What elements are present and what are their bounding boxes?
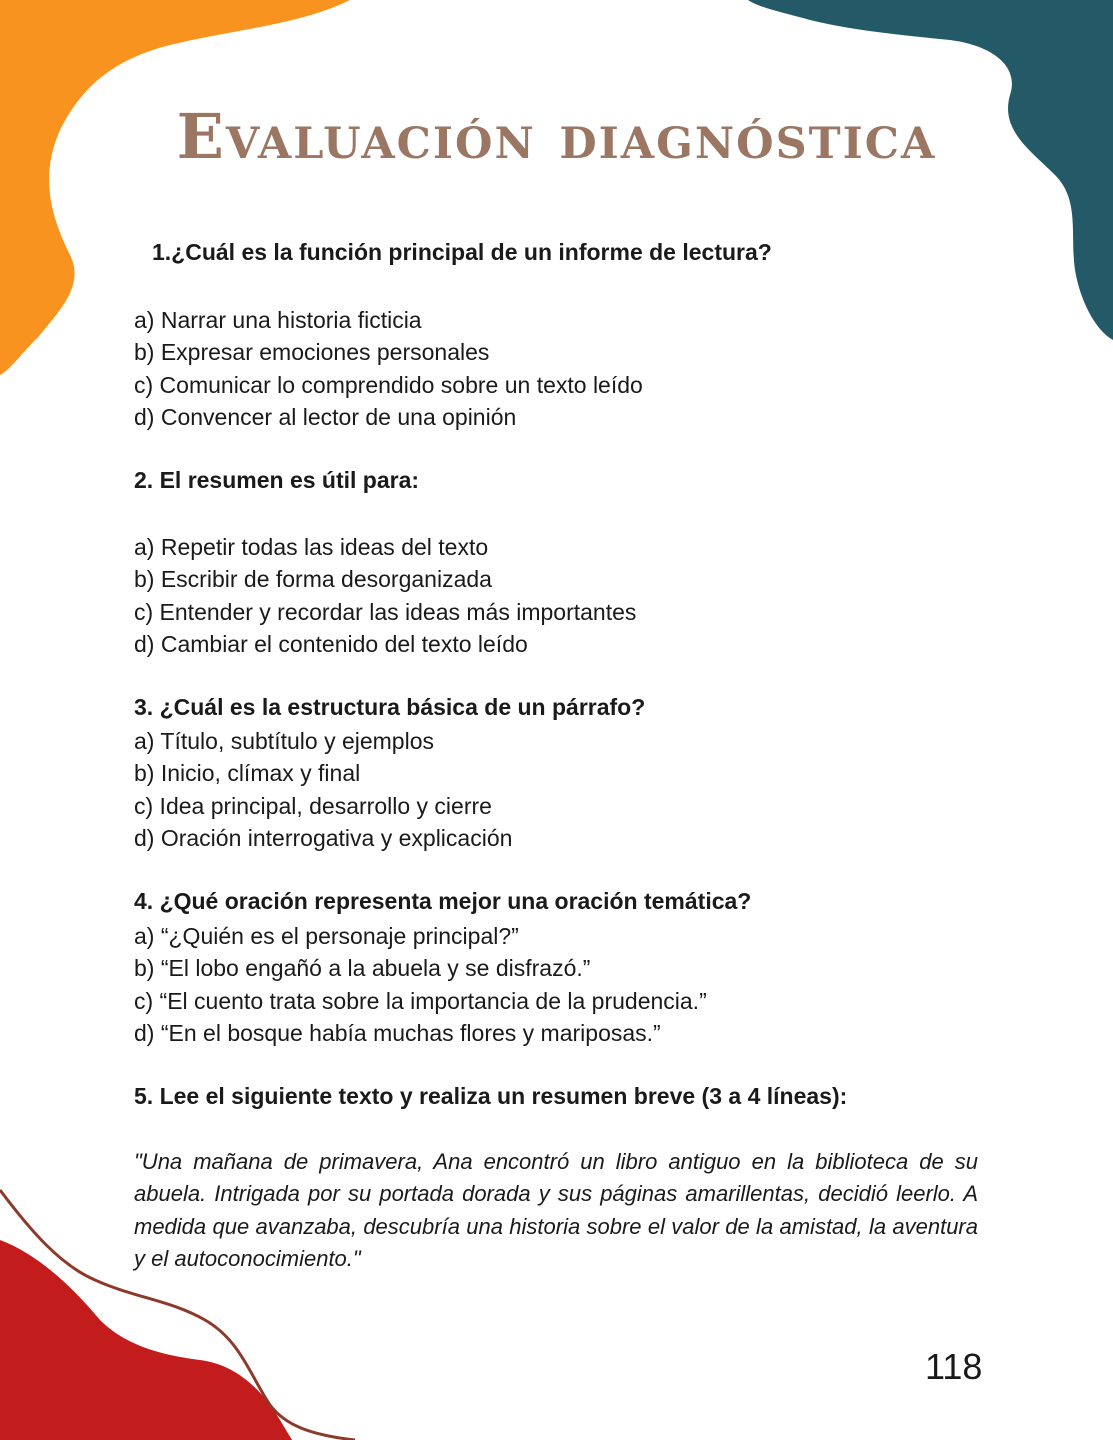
option-item: d) Convencer al lector de una opinión [134,404,517,431]
option-item: d) Oración interrogativa y explicación [134,825,513,852]
question-4-options [134,920,707,1050]
option-item: b) “El lobo engañó a la abuela y se disfrazó.” [134,955,591,982]
option-item: c) “El cuento trata sobre la importancia de la prudencia.” [134,987,707,1014]
option-item: a) Narrar una historia ficticia [134,307,422,333]
question-3-label: 3. ¿Cuál es la estructura básica de un párrafo? [134,694,646,720]
question-3-options [134,725,512,855]
question-1-options [134,304,643,434]
question-4-label: 4. ¿Qué oración representa mejor una oración temática? [134,888,752,914]
option-item: d) Cambiar el contenido del texto leído [134,631,528,658]
option-item: b) Expresar emociones personales [134,339,490,366]
question-2-label: 2. El resumen es útil para: [134,467,420,493]
option-item: b) Escribir de forma desorganizada [134,566,492,593]
page-number: 118 [925,1346,983,1387]
option-item: c) Comunicar lo comprendido sobre un texto leído [134,371,643,398]
question-2-options [134,531,636,661]
question-5-label: 5. Lee el siguiente texto y realiza un resumen breve (3 a 4 líneas): [134,1083,848,1109]
option-item: a) “¿Quién es el personaje principal?” [134,923,519,949]
question-1-label: 1.¿Cuál es la función principal de un informe de lectura? [152,239,772,265]
option-item: a) Título, subtítulo y ejemplos [134,728,434,754]
option-item: c) Idea principal, desarrollo y cierre [134,792,492,819]
option-item: b) Inicio, clímax y final [134,760,361,787]
option-item: d) “En el bosque había muchas flores y mariposas.” [134,1020,661,1047]
page-title: Evaluación diagnóstica [176,100,937,173]
reading-passage: "Una mañana de primavera, Ana encontró un libro antiguo en la biblioteca de su abuela. Intrigada por su portada dorada y sus páginas amarillentas, decidió leerlo. A medida que avanzaba, descubría una historia sobre el valor de la amistad, la aventura y el autoconocimiento." [134,1149,978,1272]
option-item: c) Entender y recordar las ideas más importantes [134,598,637,625]
option-item: a) Repetir todas las ideas del texto [134,534,489,560]
